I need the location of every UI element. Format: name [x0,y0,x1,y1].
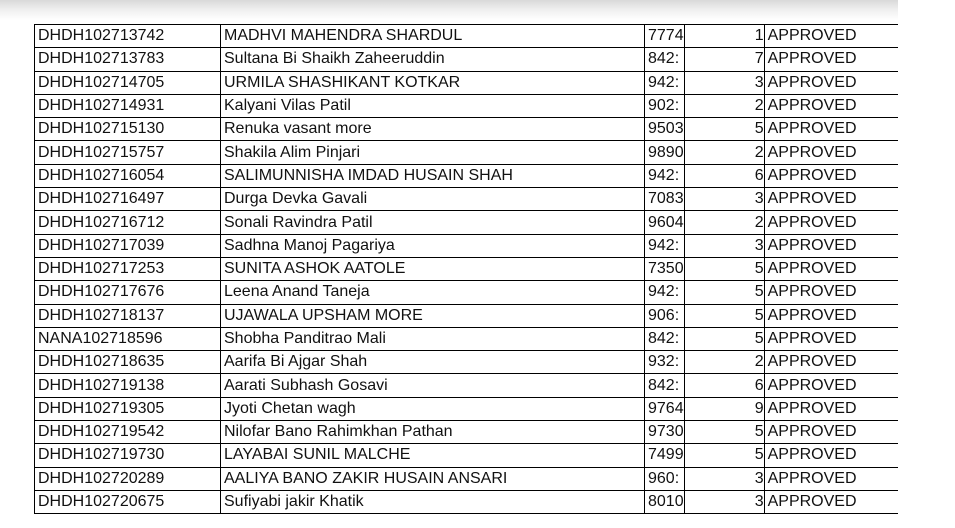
application-id-cell: DHDH102716712 [35,211,221,234]
table-row [35,118,903,141]
table-row [35,211,903,234]
applicant-name-cell: MADHVI MAHENDRA SHARDUL [221,25,645,48]
table-row [35,351,903,374]
status-cell: APPROVED [764,234,902,257]
phone-cell: 7083 [645,188,685,211]
redacted-digit-cell: 6 [684,164,764,187]
application-id-cell: DHDH102714705 [35,71,221,94]
status-cell: APPROVED [764,71,902,94]
table-row [35,25,903,48]
table-row [35,188,903,211]
status-cell: APPROVED [764,25,902,48]
applicant-name-cell: Kalyani Vilas Patil [221,94,645,117]
table-row [35,397,903,420]
applicant-name-cell: UJAWALA UPSHAM MORE [221,304,645,327]
right-margin [898,0,955,528]
applicant-name-cell: SUNITA ASHOK AATOLE [221,257,645,280]
status-cell: APPROVED [764,467,902,490]
table-row [35,281,903,304]
application-id-cell: DHDH102716497 [35,188,221,211]
applicant-name-cell: Sadhna Manoj Pagariya [221,234,645,257]
redacted-digit-cell: 3 [684,234,764,257]
phone-cell: 942: [645,281,685,304]
table-row [35,304,903,327]
application-id-cell: DHDH102718137 [35,304,221,327]
status-cell: APPROVED [764,490,902,513]
table-row [35,490,903,513]
applicant-name-cell: Renuka vasant more [221,118,645,141]
status-cell: APPROVED [764,374,902,397]
table-row [35,71,903,94]
table-row [35,467,903,490]
applicant-name-cell: Shakila Alim Pinjari [221,141,645,164]
application-id-cell: DHDH102718635 [35,351,221,374]
table-row [35,374,903,397]
phone-cell: 9730 [645,421,685,444]
applicant-name-cell: Shobha Panditrao Mali [221,327,645,350]
applicant-name-cell: Nilofar Bano Rahimkhan Pathan [221,421,645,444]
table-row [35,327,903,350]
application-id-cell: DHDH102719305 [35,397,221,420]
applicant-name-cell: Sufiyabi jakir Khatik [221,490,645,513]
phone-cell: 7499 [645,444,685,467]
status-cell: APPROVED [764,48,902,71]
redacted-digit-cell: 7 [684,48,764,71]
redacted-digit-cell: 2 [684,94,764,117]
phone-cell: 842: [645,374,685,397]
redacted-digit-cell: 5 [684,257,764,280]
redacted-digit-cell: 2 [684,211,764,234]
phone-cell: 8010 [645,490,685,513]
phone-cell: 942: [645,164,685,187]
status-cell: APPROVED [764,444,902,467]
table-row [35,234,903,257]
applicant-name-cell: SALIMUNNISHA IMDAD HUSAIN SHAH [221,164,645,187]
applicant-name-cell: AALIYA BANO ZAKIR HUSAIN ANSARI [221,467,645,490]
application-id-cell: DHDH102716054 [35,164,221,187]
redacted-digit-cell: 9 [684,397,764,420]
applicant-name-cell: Aarati Subhash Gosavi [221,374,645,397]
phone-cell: 7774 [645,25,685,48]
redacted-digit-cell: 1 [684,25,764,48]
application-id-cell: DHDH102717676 [35,281,221,304]
applicant-name-cell: Aarifa Bi Ajgar Shah [221,351,645,374]
phone-cell: 9604 [645,211,685,234]
table-row [35,141,903,164]
status-cell: APPROVED [764,188,902,211]
table-row [35,164,903,187]
application-id-cell: DHDH102715757 [35,141,221,164]
application-id-cell: DHDH102719138 [35,374,221,397]
redacted-digit-cell: 6 [684,374,764,397]
status-cell: APPROVED [764,141,902,164]
status-cell: APPROVED [764,118,902,141]
status-cell: APPROVED [764,397,902,420]
table-row [35,94,903,117]
phone-cell: 7350 [645,257,685,280]
redacted-digit-cell: 2 [684,351,764,374]
redacted-digit-cell: 3 [684,71,764,94]
application-id-cell: DHDH102715130 [35,118,221,141]
phone-cell: 932: [645,351,685,374]
phone-cell: 942: [645,71,685,94]
redacted-digit-cell: 5 [684,421,764,444]
application-id-cell: DHDH102713742 [35,25,221,48]
phone-cell: 842: [645,327,685,350]
redacted-digit-cell: 5 [684,118,764,141]
applicant-name-cell: Sonali Ravindra Patil [221,211,645,234]
application-id-cell: DHDH102720675 [35,490,221,513]
applicant-name-cell: Jyoti Chetan wagh [221,397,645,420]
phone-cell: 842: [645,48,685,71]
phone-cell: 960: [645,467,685,490]
redacted-digit-cell: 3 [684,188,764,211]
redacted-digit-cell: 5 [684,281,764,304]
applicant-name-cell: Durga Devka Gavali [221,188,645,211]
redacted-digit-cell: 3 [684,467,764,490]
application-id-cell: DHDH102714931 [35,94,221,117]
redacted-digit-cell: 5 [684,304,764,327]
table-row [35,48,903,71]
application-id-cell: DHDH102717253 [35,257,221,280]
approval-table [34,24,903,514]
application-id-cell: DHDH102717039 [35,234,221,257]
status-cell: APPROVED [764,94,902,117]
page-top-shadow [0,0,900,20]
redacted-digit-cell: 3 [684,490,764,513]
application-id-cell: DHDH102719542 [35,421,221,444]
application-id-cell: DHDH102713783 [35,48,221,71]
applicant-name-cell: URMILA SHASHIKANT KOTKAR [221,71,645,94]
table-row [35,257,903,280]
status-cell: APPROVED [764,327,902,350]
application-id-cell: NANA102718596 [35,327,221,350]
phone-cell: 9890 [645,141,685,164]
applicant-name-cell: LAYABAI SUNIL MALCHE [221,444,645,467]
table-row [35,421,903,444]
status-cell: APPROVED [764,351,902,374]
status-cell: APPROVED [764,257,902,280]
table-row [35,444,903,467]
applicant-name-cell: Sultana Bi Shaikh Zaheeruddin [221,48,645,71]
status-cell: APPROVED [764,281,902,304]
phone-cell: 902: [645,94,685,117]
application-id-cell: DHDH102719730 [35,444,221,467]
phone-cell: 9764 [645,397,685,420]
redacted-digit-cell: 2 [684,141,764,164]
table-body [35,25,903,514]
phone-cell: 9503 [645,118,685,141]
status-cell: APPROVED [764,421,902,444]
status-cell: APPROVED [764,304,902,327]
redacted-digit-cell: 5 [684,444,764,467]
application-id-cell: DHDH102720289 [35,467,221,490]
status-cell: APPROVED [764,164,902,187]
applicant-name-cell: Leena Anand Taneja [221,281,645,304]
phone-cell: 906: [645,304,685,327]
phone-cell: 942: [645,234,685,257]
status-cell: APPROVED [764,211,902,234]
redacted-digit-cell: 5 [684,327,764,350]
